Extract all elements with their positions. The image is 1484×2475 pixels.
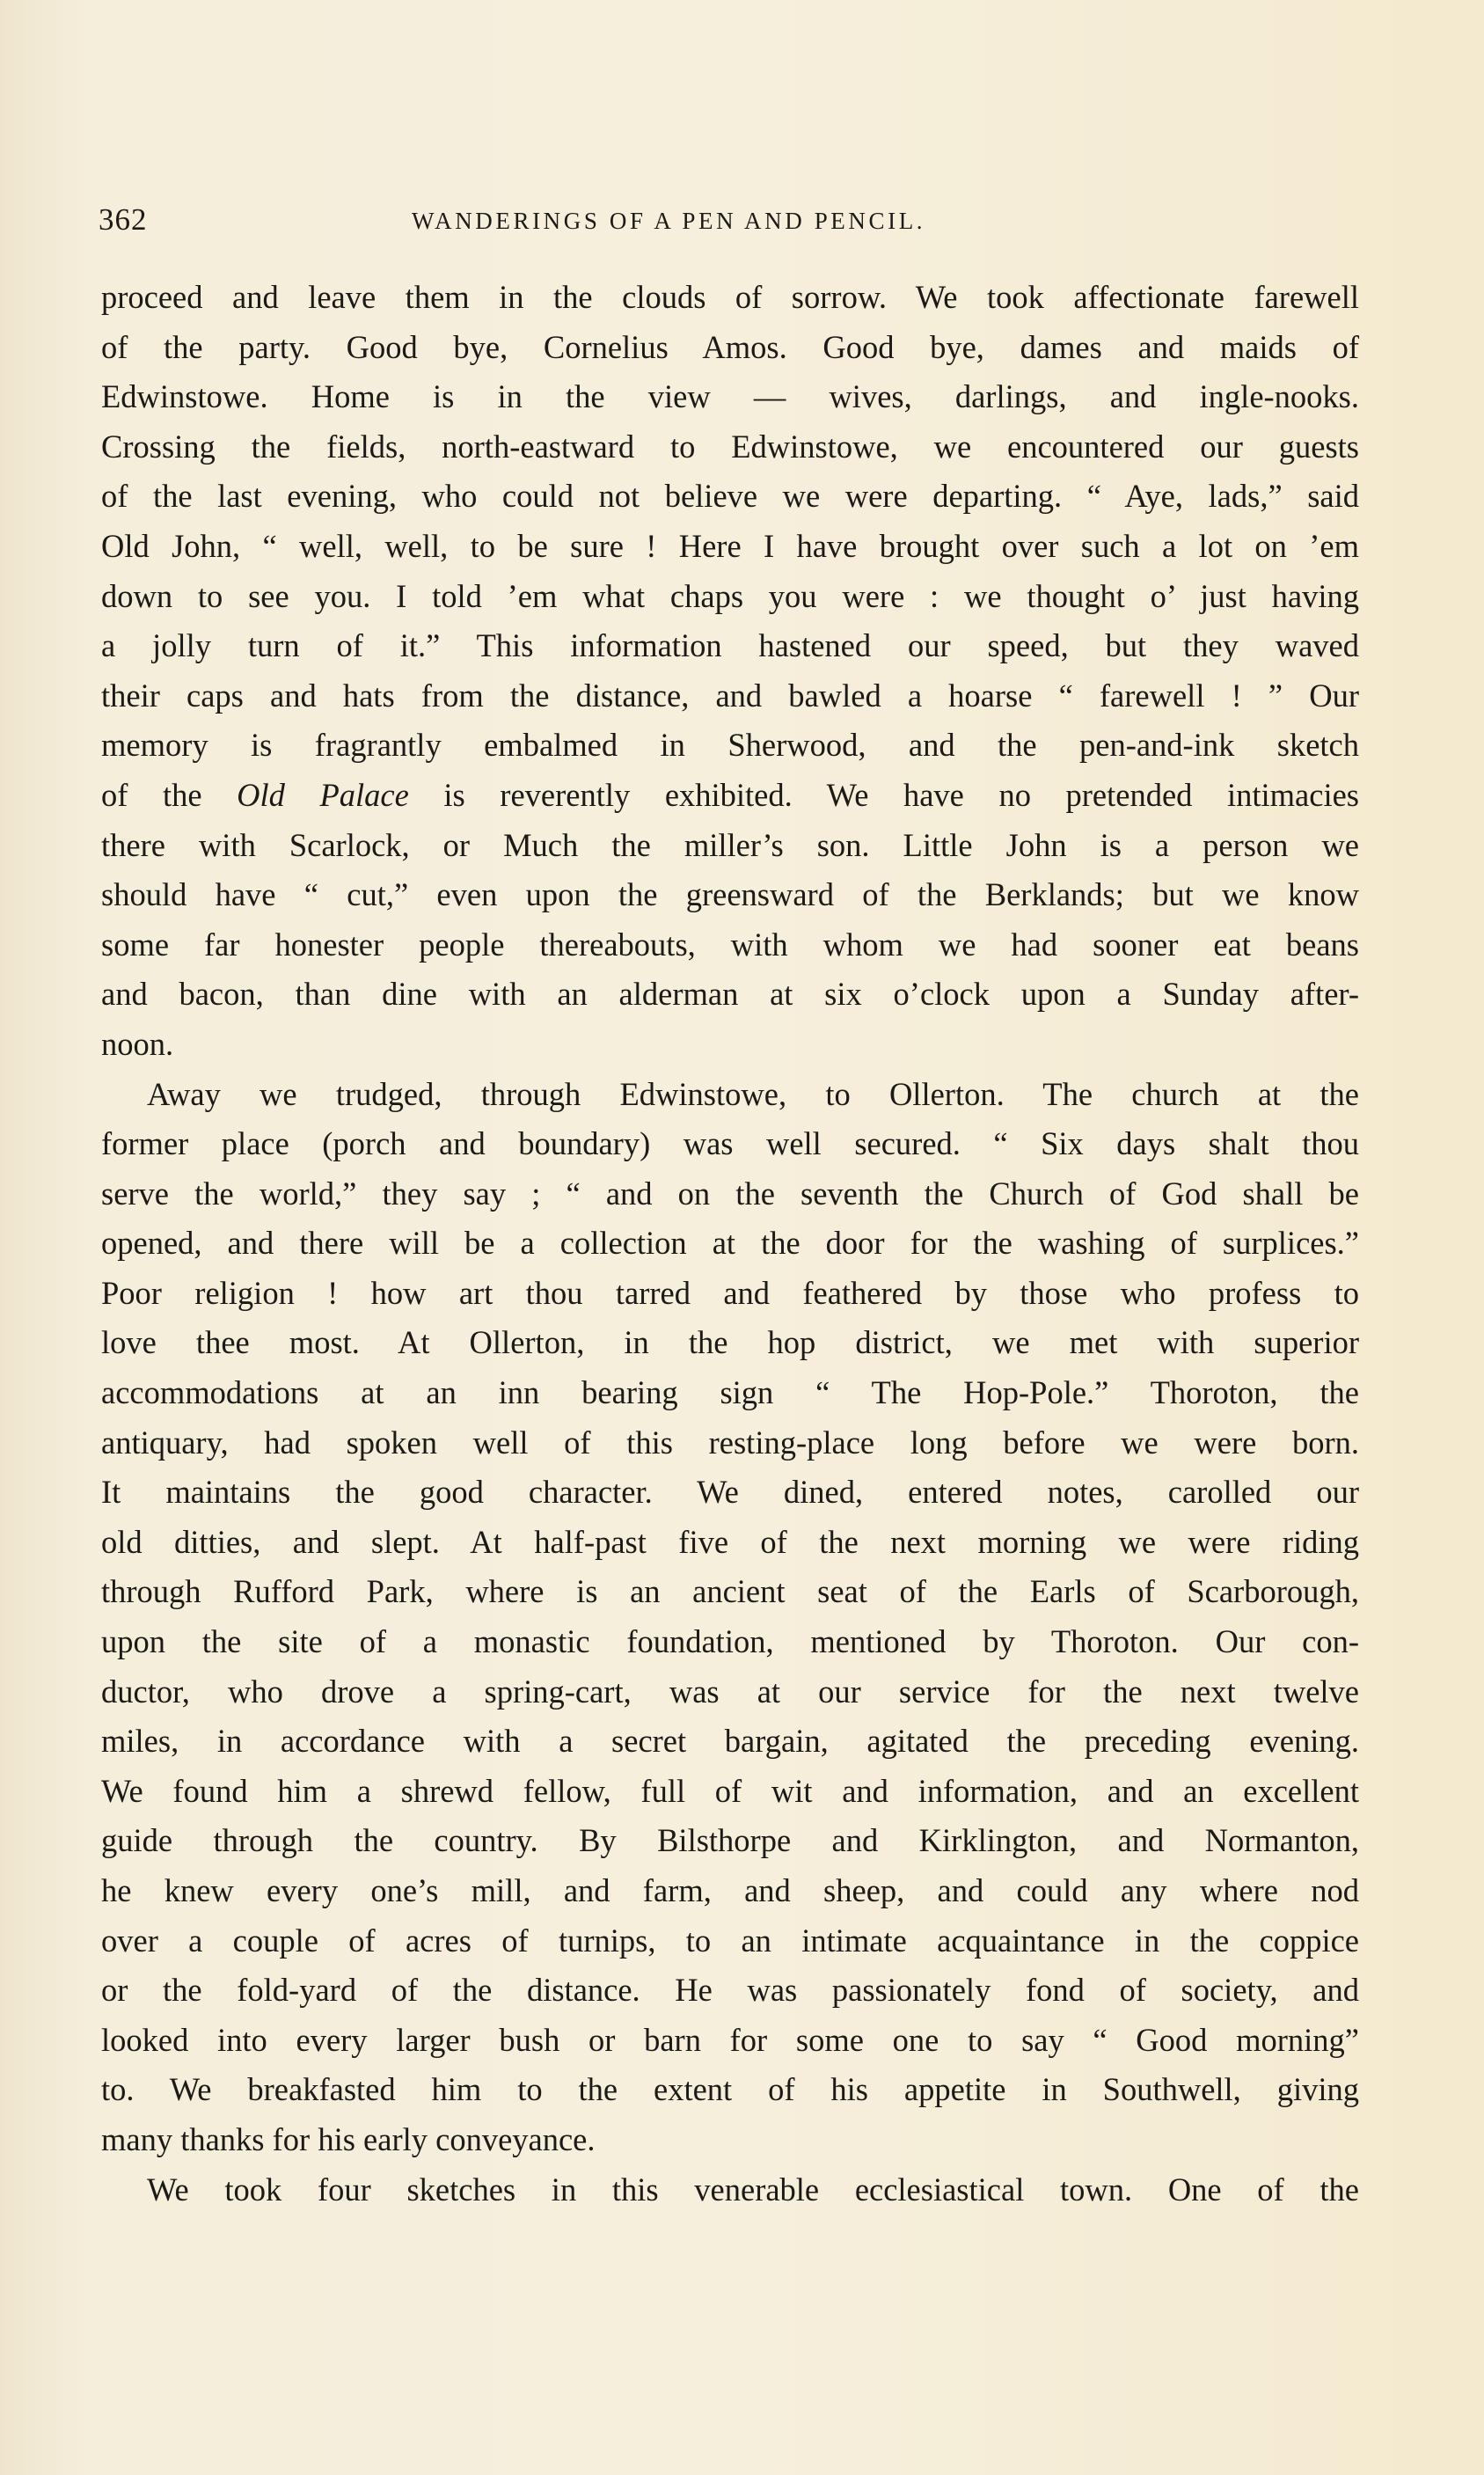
text-line: and bacon, than dine with an alderman at six o’clock upon a Sunday after-	[101, 976, 1359, 1013]
text-line: there with Scarlock, or Much the miller’s son. Little John is a person we	[101, 826, 1359, 863]
text-line: miles, in accordance with a secret bargain, agitated the preceding evening.	[101, 1723, 1359, 1760]
text-segment: of the	[101, 776, 238, 813]
text-line: down to see you. I told ’em what chaps you were : we thought o’ just having	[101, 577, 1359, 614]
text-line: proceed and leave them in the clouds of sorrow. We took affectionate farewell	[101, 279, 1359, 315]
text-line: serve the world,” they say ; “ and on the seventh the Church of God shall be	[101, 1175, 1359, 1212]
text-line: their caps and hats from the distance, and bawled a hoarse “ farewell ! ” Our	[101, 677, 1359, 714]
text-line: a jolly turn of it.” This information hastened our speed, but they waved	[101, 627, 1359, 664]
text-line: antiquary, had spoken well of this resting-place long before we were born.	[101, 1424, 1359, 1461]
italic-title: Old Palace	[237, 776, 409, 813]
text-line: We found him a shrewd fellow, full of wit and information, and an excellent	[101, 1772, 1359, 1809]
text-line: of the party. Good bye, Cornelius Amos. Good bye, dames and maids of	[101, 328, 1359, 365]
paragraph-start-line: We took four sketches in this venerable ecclesiastical town. One of the	[147, 2171, 1359, 2208]
text-line: former place (porch and boundary) was well secured. “ Six days shalt thou	[101, 1125, 1359, 1162]
text-line: he knew every one’s mill, and farm, and sheep, and could any where nod	[101, 1872, 1359, 1908]
text-segment: is reverently exhibited. We have no pretended intimacies	[408, 776, 1359, 813]
text-line: love thee most. At Ollerton, in the hop district, we met with superior	[101, 1324, 1359, 1361]
text-line: memory is fragrantly embalmed in Sherwood, and the pen-and-ink sketch	[101, 727, 1359, 764]
text-line: accommodations at an inn bearing sign “ The Hop-Pole.” Thoroton, the	[101, 1374, 1359, 1411]
text-line-with-italic	[101, 771, 1359, 821]
text-line: Poor religion ! how art thou tarred and feathered by those who profess to	[101, 1274, 1359, 1311]
text-line: It maintains the good character. We dined, entered notes, carolled our	[101, 1474, 1359, 1511]
text-line: guide through the country. By Bilsthorpe and Kirklington, and Normanton,	[101, 1822, 1359, 1859]
page-number: 362	[99, 202, 148, 237]
text-line: ductor, who drove a spring-cart, was at our service for the next twelve	[101, 1673, 1359, 1710]
text-line: through Rufford Park, where is an ancient seat of the Earls of Scarborough,	[101, 1573, 1359, 1610]
text-line: to. We breakfasted him to the extent of his appetite in Southwell, giving	[101, 2071, 1359, 2108]
running-head: WANDERINGS OF A PEN AND PENCIL.	[412, 208, 926, 234]
text-line: of the last evening, who could not believe we were departing. “ Aye, lads,” said	[101, 478, 1359, 515]
text-line: many thanks for his early conveyance.	[101, 2120, 596, 2157]
text-line: or the fold-yard of the distance. He was passionately fond of society, and	[101, 1972, 1359, 2009]
paragraph-start-line: Away we trudged, through Edwinstowe, to Ollerton. The church at the	[147, 1075, 1359, 1112]
text-line: opened, and there will be a collection at the door for the washing of surplices.”	[101, 1225, 1359, 1262]
text-line: should have “ cut,” even upon the greensward of the Berklands; but we know	[101, 876, 1359, 913]
text-line: some far honester people thereabouts, with whom we had sooner eat beans	[101, 926, 1359, 963]
text-line: over a couple of acres of turnips, to an intimate acquaintance in the coppice	[101, 1922, 1359, 1959]
text-line: Old John, “ well, well, to be sure ! Here I have brought over such a lot on ’em	[101, 527, 1359, 564]
text-line: upon the site of a monastic foundation, mentioned by Thoroton. Our con-	[101, 1623, 1359, 1660]
text-line: Crossing the fields, north-eastward to Edwinstowe, we encountered our guests	[101, 428, 1359, 465]
text-line: looked into every larger bush or barn for some one to say “ Good morning”	[101, 2021, 1359, 2058]
page-header	[99, 202, 1358, 243]
body-text	[101, 273, 1359, 2215]
text-line: noon.	[101, 1025, 174, 1062]
text-line: old ditties, and slept. At half-past five of the next morning we were riding	[101, 1523, 1359, 1560]
text-line: Edwinstowe. Home is in the view — wives, darlings, and ingle-nooks.	[101, 378, 1359, 415]
